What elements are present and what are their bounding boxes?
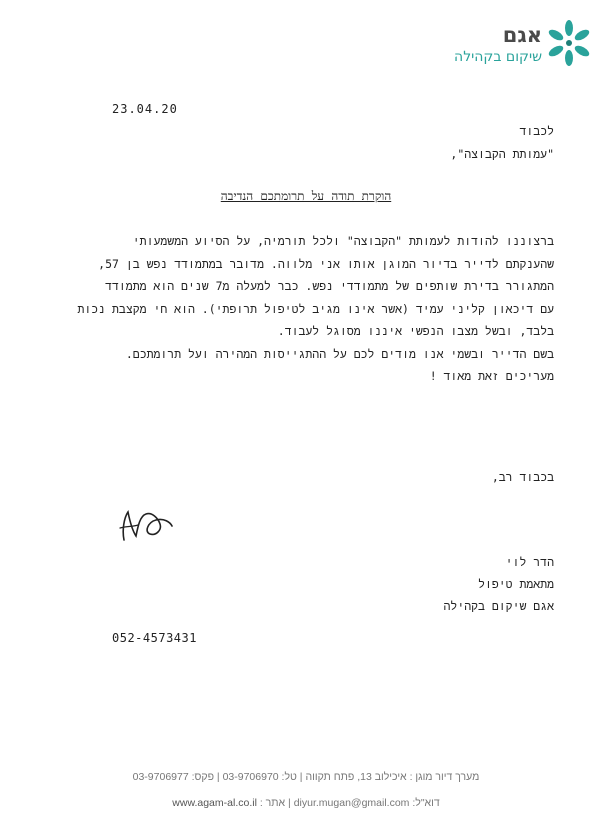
body-line: מעריכים זאת מאוד !	[429, 369, 554, 383]
closing: בכבוד רב,	[491, 470, 554, 484]
greeting-line-2: "עמותת הקבוצה",	[450, 147, 554, 161]
body-line: בלבד, ובשל מצבו הנפשי איננו מסוגל לעבוד.	[277, 324, 554, 338]
signer-role: מתאמת טיפול	[478, 577, 554, 591]
signer-name: הדר לוי	[505, 555, 554, 569]
letter-subject: הוקרת תודה על תרומתכם הנדיבה	[220, 189, 392, 203]
logo-tagline: שיקום בקהילה	[454, 49, 542, 65]
logo-name: אגם	[502, 23, 542, 47]
letter-date: 23.04.20	[112, 102, 178, 116]
body-line: שהענקתם לדייר בדיור המוגן אותו אני מלווה. מדובר במתמודד נפש בן 57,	[98, 256, 554, 271]
signature-image	[110, 500, 180, 548]
letter-body	[77, 230, 554, 388]
body-line: עם דיכאון קליני עמיד (אשר אינו מגיב לטיפול תרופתי). הוא חי מקצבת נכות	[77, 301, 554, 316]
footer-site-link[interactable]: www.agam-al.co.il	[172, 797, 257, 809]
signer-organization: אגם שיקום בקהילה	[443, 599, 554, 613]
logo-flower-icon	[546, 18, 592, 68]
logo	[454, 24, 542, 66]
footer-email-link[interactable]: diyur.mugan@gmail.com	[293, 797, 410, 809]
signer-phone: 052-4573431	[112, 631, 197, 645]
body-line: בשם הדייר ובשמי אנו מודים לכם על ההתגייסות המהירה ועל תרומתכם.	[125, 346, 554, 361]
footer-site-label: | אתר :	[259, 797, 291, 809]
body-line: המתגורר בדירת שותפים של מתמודדי נפש. כבר למעלה מ7 שנים הוא מתמודד	[105, 279, 554, 293]
greeting-line-1: לכבוד	[519, 124, 554, 138]
footer-contacts	[0, 797, 612, 809]
footer-address: מערך דיור מוגן : איכילוב 13, פתח תקווה | טל: 03-9706970 | פקס: 03-9706977	[132, 771, 480, 783]
body-line: ברצוננו להודות לעמותת "הקבוצה" ולכל תורמיה, על הסיוע המשמעותי	[132, 234, 554, 248]
footer-email-label: דוא"ל:	[412, 797, 440, 809]
